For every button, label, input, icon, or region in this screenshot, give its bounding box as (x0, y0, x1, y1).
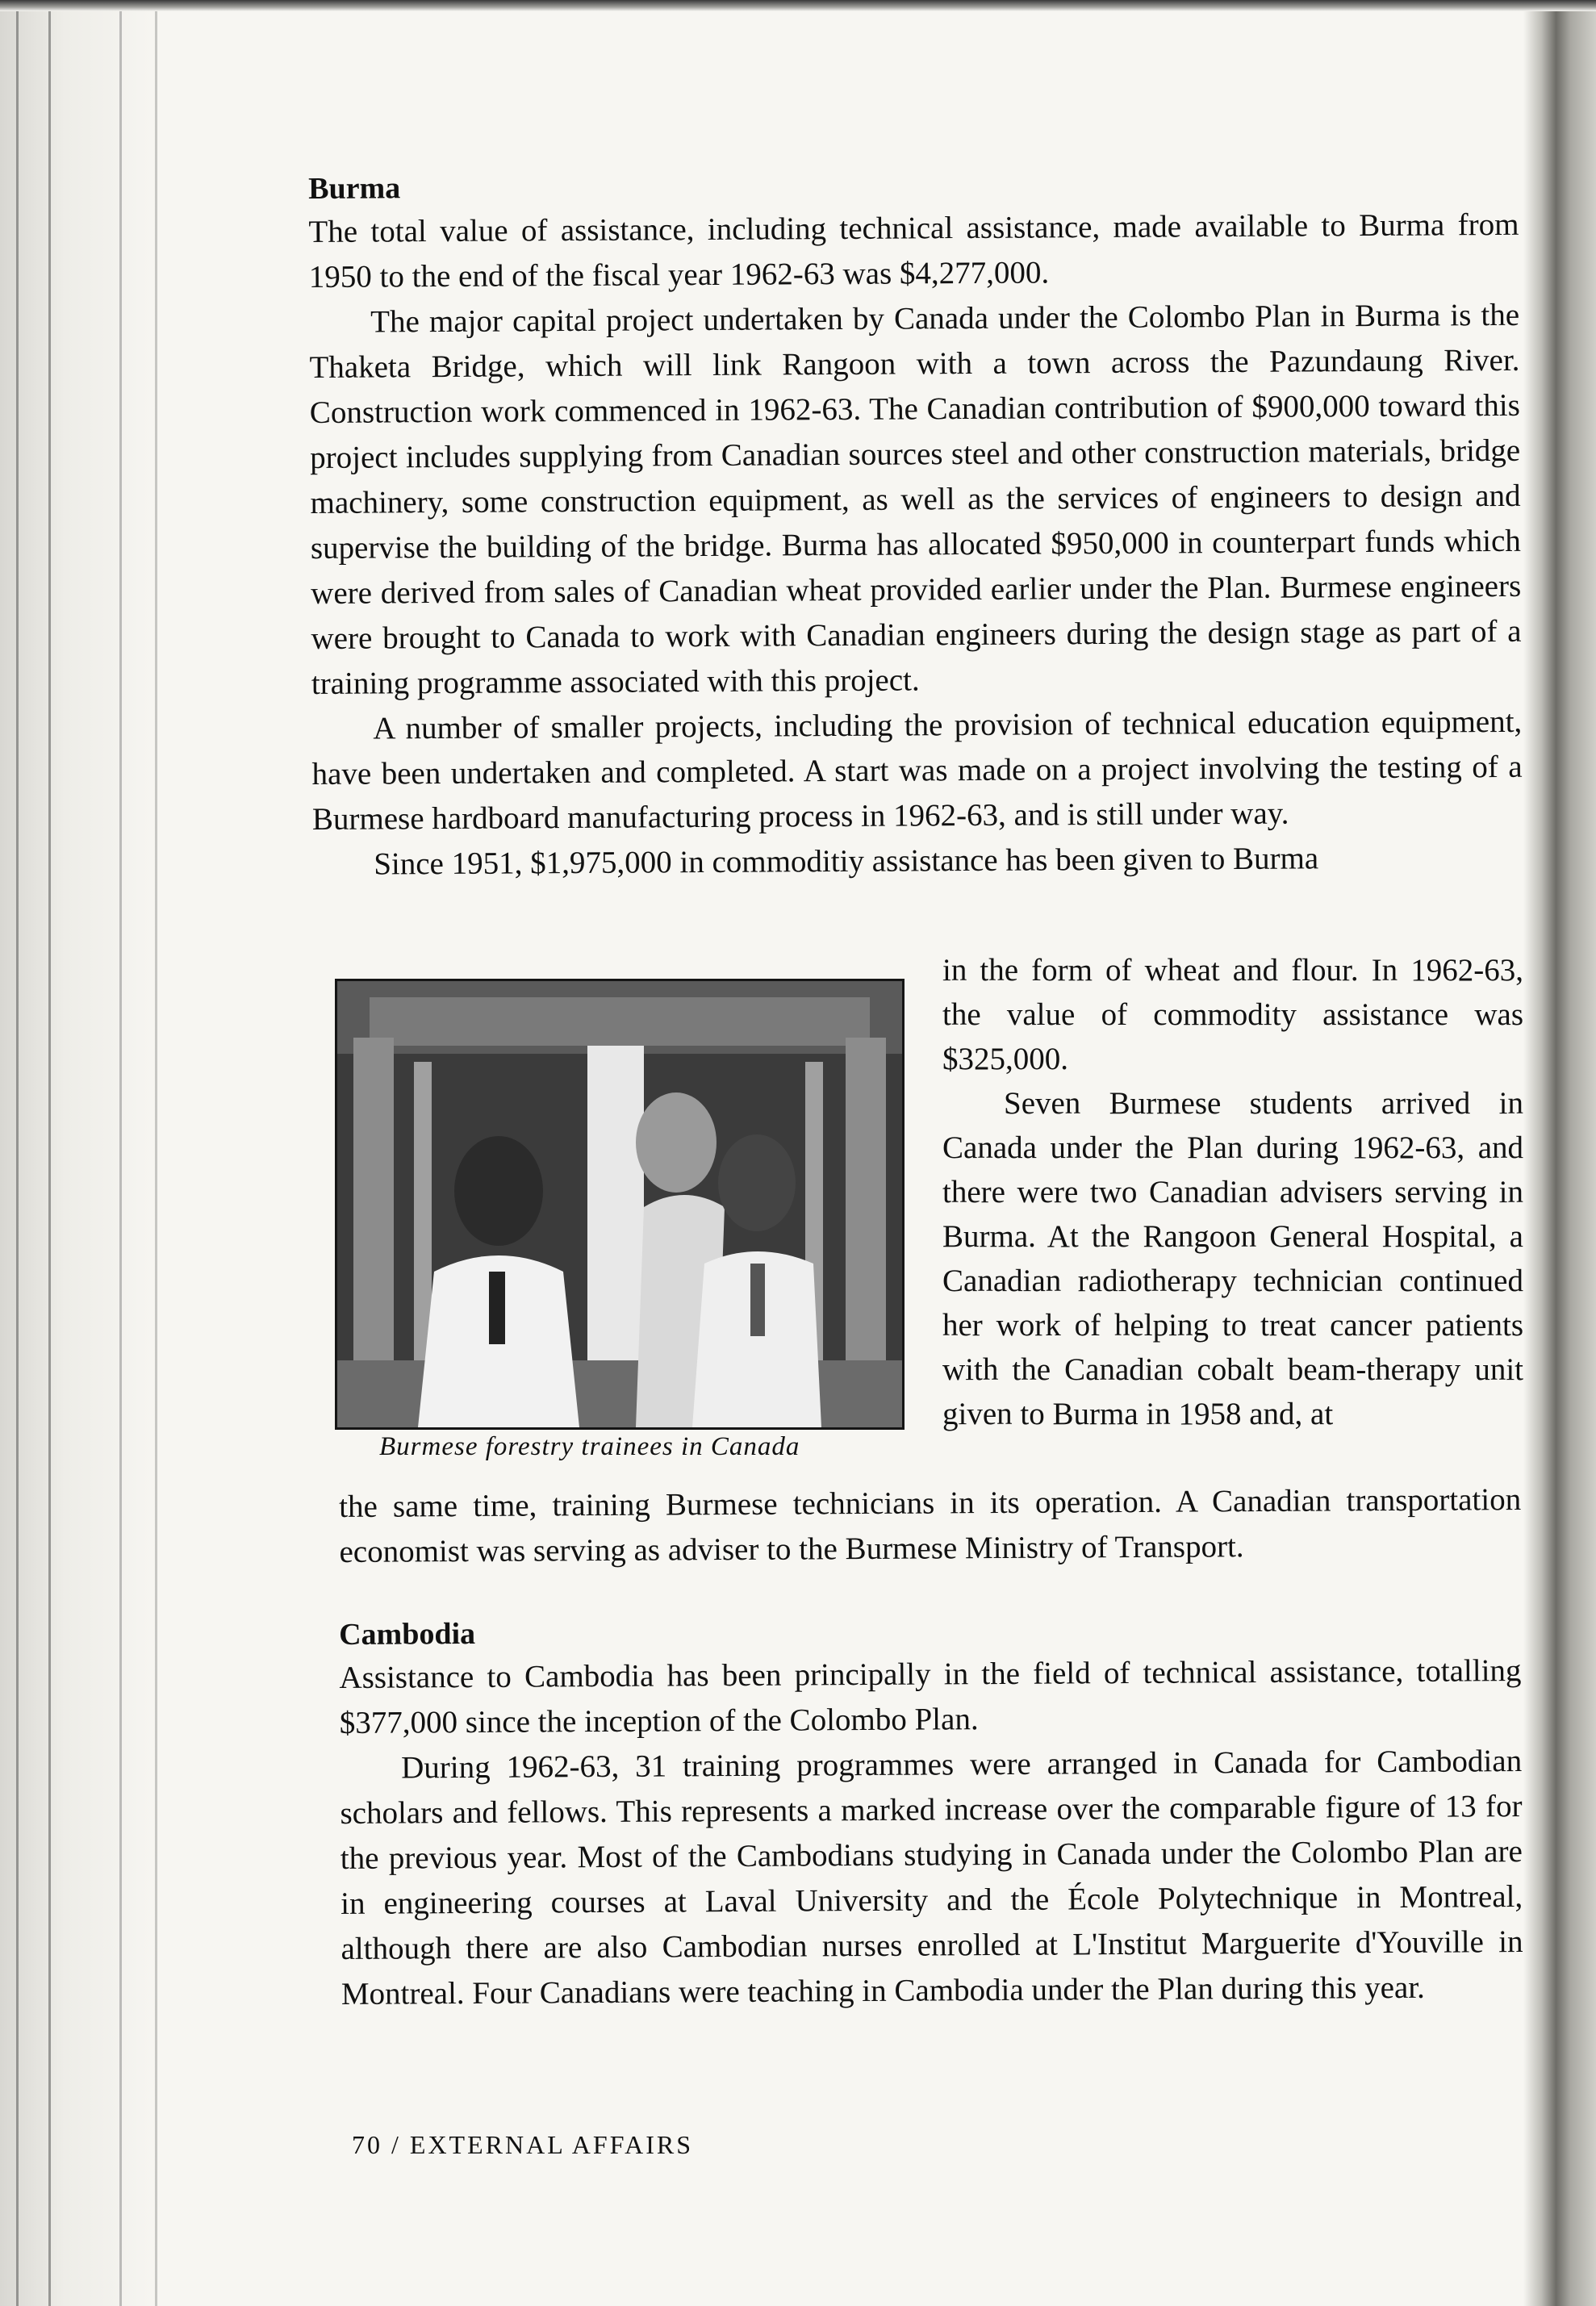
scan-left-margin (0, 0, 161, 2306)
scan-edge-line (16, 0, 19, 2306)
burma-section (308, 161, 1523, 888)
cambodia-paragraph-2: During 1962-63, 31 training programmes were arranged in Canada for Cambodian scholars and fellows. This represents a marked increase over the comparable figure of 13 for the previous year. Most of the Cambodians studying in Canada under the Colombo Plan are in engineering courses at Laval University and the École Polytechnique in Montreal, although there are also Cambodian nurses enrolled at L'Institut Marguerite d'Youville in Montreal. Four Canadians were teaching in Cambodia under the Plan during this year. (340, 1744, 1523, 2011)
burma-paragraph-3: A number of smaller projects, including the provision of technical education equipment, have been undertaken and completed. A start was made on a project involving the testing of a Burmese hardboard manufacturing process in 1962-63, and is still under way. (311, 704, 1523, 837)
scan-edge-line (119, 0, 122, 2306)
cambodia-heading: Cambodia (339, 1616, 476, 1652)
cambodia-section (339, 1606, 1523, 2017)
burma-paragraph-4-rest: in the form of wheat and flour. In 1962-63, the value of commodity assistance was $325,000. (942, 953, 1523, 1076)
burma-paragraph-4-lead: Since 1951, $1,975,000 in commoditiy assistance has been given to Burma (374, 841, 1319, 882)
photo-burmese-trainees (335, 979, 905, 1430)
burma-paragraph-5-wrap: Seven Burmese students arrived in Canada under the Plan during 1962-63, and there were two Canadian advisers serving in Burma. At the Rangoon General Hospital, a Canadian radiotherapy technician continued her work of helping to treat cancer patients with the Canadian cobalt beam-therapy unit given to Burma in 1958 and, at (942, 1086, 1523, 1431)
burma-continued (339, 1477, 1522, 1575)
photo-illustration (337, 981, 902, 1427)
page-footer: 70 / EXTERNAL AFFAIRS (352, 2130, 694, 2159)
scan-right-edge (1523, 0, 1596, 2306)
scan-edge-line (155, 0, 157, 2306)
scan-edge-line (48, 0, 51, 2306)
cambodia-paragraph-1: Assistance to Cambodia has been principally in the field of technical assistance, totalling $377,000 since the inception of the Colombo Plan. (339, 1653, 1522, 1740)
burma-paragraph-1: The total value of assistance, including technical assistance, made available to Burma from 1950 to the end of the fiscal year 1962-63 was $4,277,000. (308, 207, 1519, 295)
burma-paragraph-2: The major capital project undertaken by Canada under the Colombo Plan in Burma is the Thaketa Bridge, which will link Rangoon with a town across the Pazundaung River. Construction work commenced in 1962-63. The Canadian contribution of $900,000 toward this project includes supplying from Canadian sources steel and other construction materials, bridge machinery, some construction equipment, as well as the services of engineers to design and supervise the building of the bridge. Burma has allocated $950,000 in counterpart funds which were derived from sales of Canadian wheat provided earlier under the Plan. Burmese engineers were brought to Canada to work with Canadian engineers during the design stage as part of a training programme associated with this project. (309, 297, 1522, 701)
burma-paragraph-5-end: the same time, training Burmese technicians in its operation. A Canadian transportation economist was serving as adviser to the Burmese Ministry of Transport. (339, 1482, 1522, 1569)
burma-wrap-column (942, 948, 1523, 1436)
scan-top-edge (0, 0, 1596, 11)
photo-caption: Burmese forestry trainees in Canada (379, 1432, 800, 1461)
burma-heading: Burma (308, 171, 401, 206)
